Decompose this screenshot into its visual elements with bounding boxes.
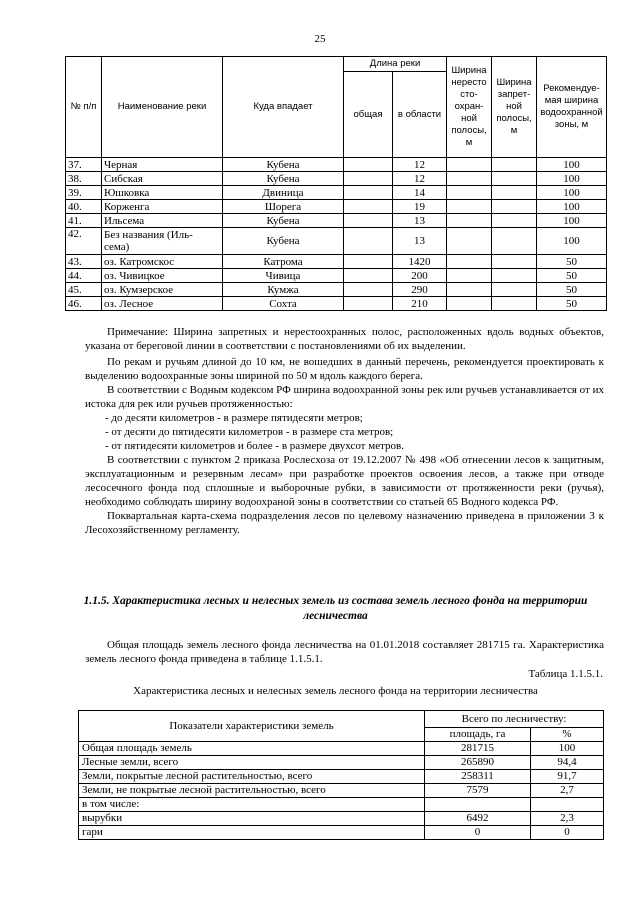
header-length-region: в области bbox=[393, 72, 447, 158]
cell-area: 6492 bbox=[425, 812, 531, 826]
cell-region: 1420 bbox=[393, 255, 447, 269]
cell-flows-into: Кумжа bbox=[223, 283, 344, 297]
cell-pct: 0 bbox=[531, 826, 604, 840]
table-caption: Характеристика лесных и нелесных земель лесного фонда на территории лесничества bbox=[133, 685, 538, 697]
cell-total bbox=[344, 200, 393, 214]
section-intro bbox=[85, 638, 604, 666]
cell-name: оз. Кумзерское bbox=[102, 283, 223, 297]
table-row bbox=[66, 269, 607, 283]
cell-recommended: 100 bbox=[537, 228, 607, 255]
cell-non-logging bbox=[447, 158, 492, 172]
cell-area: 281715 bbox=[425, 742, 531, 756]
cell-recommended: 50 bbox=[537, 255, 607, 269]
table-row bbox=[66, 158, 607, 172]
table-row bbox=[79, 798, 604, 812]
table-row bbox=[79, 812, 604, 826]
cell-label: вырубки bbox=[79, 812, 425, 826]
cell-non-logging bbox=[447, 200, 492, 214]
cell-total bbox=[344, 214, 393, 228]
cell-flows-into: Шорега bbox=[223, 200, 344, 214]
cell-non-logging bbox=[447, 255, 492, 269]
cell-recommended: 50 bbox=[537, 269, 607, 283]
cell-recommended: 100 bbox=[537, 172, 607, 186]
cell-pct: 2,7 bbox=[531, 784, 604, 798]
cell-num: 41. bbox=[66, 214, 102, 228]
header-pct: % bbox=[531, 728, 604, 742]
cell-total bbox=[344, 283, 393, 297]
paragraph: В соответствии с пунктом 2 приказа Рослесхоза от 19.12.2007 № 498 «Об отнесении лесов к защитным, эксплуатационным и резервным лесам» при разработке проектов освоения лесов, а также при отводе лесосечного фонда под сплошные и выборочные рубки, в зависимости от протяженности реки (ручья), необходимо соблюдать ширину водоохраной зоны в соответствии со статьей 65 Водного кодекса РФ. bbox=[85, 454, 604, 508]
cell-area: 0 bbox=[425, 826, 531, 840]
cell-num: 44. bbox=[66, 269, 102, 283]
cell-region: 12 bbox=[393, 158, 447, 172]
cell-pct: 94,4 bbox=[531, 756, 604, 770]
cell-total bbox=[344, 228, 393, 255]
cell-num: 39. bbox=[66, 186, 102, 200]
cell-area: 265890 bbox=[425, 756, 531, 770]
cell-name: Черная bbox=[102, 158, 223, 172]
table-row bbox=[66, 214, 607, 228]
header-width-non-logging: Ширина нересто сто- охран- ной полосы, м bbox=[447, 57, 492, 158]
cell-num: 38. bbox=[66, 172, 102, 186]
table-row bbox=[66, 283, 607, 297]
paragraph: Общая площадь земель лесного фонда лесничества на 01.01.2018 составляет 281715 га. Характеристика земель лесного фонда приведена в таблице 1.1.5.1. bbox=[85, 639, 604, 665]
header-width-forbidden: Ширина запрет- ной полосы, м bbox=[492, 57, 537, 158]
list-item: - от десяти до пятидесяти километров - в размере ста метров; bbox=[105, 426, 394, 438]
cell-region: 14 bbox=[393, 186, 447, 200]
cell-num: 37. bbox=[66, 158, 102, 172]
cell-non-logging bbox=[447, 214, 492, 228]
cell-num: 46. bbox=[66, 297, 102, 311]
cell-flows-into: Кубена bbox=[223, 158, 344, 172]
cell-name: оз. Лесное bbox=[102, 297, 223, 311]
cell-label: Земли, не покрытые лесной растительностью, всего bbox=[79, 784, 425, 798]
table-row bbox=[79, 770, 604, 784]
paragraph: В соответствии с Водным кодексом РФ ширина водоохранной зоны рек или ручьев устанавливается от их истока для рек или ручьев протяженностью: bbox=[85, 384, 604, 410]
cell-region: 13 bbox=[393, 214, 447, 228]
cell-total bbox=[344, 255, 393, 269]
table-row bbox=[79, 756, 604, 770]
cell-name: Сибская bbox=[102, 172, 223, 186]
cell-name: Без названия (Иль- сема) bbox=[102, 228, 223, 255]
cell-pct: 2,3 bbox=[531, 812, 604, 826]
header-recommended-width: Рекомендуе- мая ширина водоохранной зоны, м bbox=[537, 57, 607, 158]
cell-total bbox=[344, 186, 393, 200]
cell-region: 12 bbox=[393, 172, 447, 186]
cell-num: 45. bbox=[66, 283, 102, 297]
cell-label: в том числе: bbox=[79, 798, 425, 812]
cell-non-logging bbox=[447, 283, 492, 297]
cell-recommended: 100 bbox=[537, 214, 607, 228]
cell-label: Земли, покрытые лесной растительностью, всего bbox=[79, 770, 425, 784]
cell-region: 290 bbox=[393, 283, 447, 297]
body-text bbox=[85, 325, 604, 537]
cell-recommended: 100 bbox=[537, 186, 607, 200]
header-flows-into: Куда впадает bbox=[223, 57, 344, 158]
lands-table bbox=[78, 710, 604, 840]
table-row bbox=[66, 186, 607, 200]
note-paragraph: Примечание: Ширина запретных и нерестоохранных полос, расположенных вдоль водных объектов, указана от береговой линии в соответствии с постановлениями об их выделении. bbox=[85, 326, 604, 352]
paragraph: Поквартальная карта-схема подразделения лесов по целевому назначению приведена в приложении 3 к Лесохозяйственному регламенту. bbox=[85, 510, 604, 536]
table-row bbox=[79, 784, 604, 798]
cell-forbidden bbox=[492, 200, 537, 214]
table-number: Таблица 1.1.5.1. bbox=[528, 668, 603, 680]
header-total: Всего по лесничеству: bbox=[425, 711, 604, 728]
cell-pct: 100 bbox=[531, 742, 604, 756]
cell-name: Ильсема bbox=[102, 214, 223, 228]
cell-total bbox=[344, 297, 393, 311]
cell-forbidden bbox=[492, 172, 537, 186]
cell-num: 42. bbox=[66, 228, 102, 255]
cell-flows-into: Катрома bbox=[223, 255, 344, 269]
page-number: 25 bbox=[314, 33, 326, 45]
table-row bbox=[66, 297, 607, 311]
rivers-table bbox=[65, 56, 607, 311]
cell-name: оз. Чивицкое bbox=[102, 269, 223, 283]
list-item: - до десяти километров - в размере пятидесяти метров; bbox=[105, 412, 363, 424]
cell-non-logging bbox=[447, 228, 492, 255]
cell-forbidden bbox=[492, 269, 537, 283]
cell-area: 7579 bbox=[425, 784, 531, 798]
cell-recommended: 50 bbox=[537, 297, 607, 311]
table-row bbox=[79, 826, 604, 840]
cell-forbidden bbox=[492, 297, 537, 311]
list-item: - от пятидесяти километров и более - в размере двухсот метров. bbox=[105, 440, 404, 452]
cell-num: 40. bbox=[66, 200, 102, 214]
header-river-name: Наименование реки bbox=[102, 57, 223, 158]
cell-recommended: 50 bbox=[537, 283, 607, 297]
cell-non-logging bbox=[447, 297, 492, 311]
table-row bbox=[66, 200, 607, 214]
cell-flows-into: Двиница bbox=[223, 186, 344, 200]
table-row bbox=[66, 255, 607, 269]
cell-num: 43. bbox=[66, 255, 102, 269]
cell-pct bbox=[531, 798, 604, 812]
cell-total bbox=[344, 269, 393, 283]
section-title: 1.1.5. Характеристика лесных и нелесных земель из состава земель лесного фонда на территории лесничества bbox=[83, 595, 588, 622]
cell-name: Юшковка bbox=[102, 186, 223, 200]
cell-forbidden bbox=[492, 186, 537, 200]
cell-non-logging bbox=[447, 172, 492, 186]
table-row bbox=[66, 228, 607, 255]
cell-label: Лесные земли, всего bbox=[79, 756, 425, 770]
cell-forbidden bbox=[492, 228, 537, 255]
cell-flows-into: Сохта bbox=[223, 297, 344, 311]
cell-area bbox=[425, 798, 531, 812]
cell-total bbox=[344, 158, 393, 172]
header-indicator: Показатели характеристики земель bbox=[79, 711, 425, 742]
cell-forbidden bbox=[492, 255, 537, 269]
cell-total bbox=[344, 172, 393, 186]
cell-region: 19 bbox=[393, 200, 447, 214]
cell-label: Общая площадь земель bbox=[79, 742, 425, 756]
cell-forbidden bbox=[492, 158, 537, 172]
cell-label: гари bbox=[79, 826, 425, 840]
cell-pct: 91,7 bbox=[531, 770, 604, 784]
cell-forbidden bbox=[492, 214, 537, 228]
cell-flows-into: Чивица bbox=[223, 269, 344, 283]
cell-flows-into: Кубена bbox=[223, 228, 344, 255]
cell-area: 258311 bbox=[425, 770, 531, 784]
cell-non-logging bbox=[447, 186, 492, 200]
paragraph: По рекам и ручьям длиной до 10 км, не вошедших в данный перечень, рекомендуется проектировать к выделению водоохранные зоны шириной по 50 м вдоль каждого берега. bbox=[85, 356, 604, 382]
cell-flows-into: Кубена bbox=[223, 172, 344, 186]
table-row bbox=[66, 172, 607, 186]
table-row bbox=[79, 742, 604, 756]
header-area: площадь, га bbox=[425, 728, 531, 742]
cell-recommended: 100 bbox=[537, 158, 607, 172]
cell-region: 200 bbox=[393, 269, 447, 283]
header-length: Длина реки bbox=[344, 57, 447, 72]
cell-name: Корженга bbox=[102, 200, 223, 214]
cell-flows-into: Кубена bbox=[223, 214, 344, 228]
cell-recommended: 100 bbox=[537, 200, 607, 214]
header-num: № п/п bbox=[66, 57, 102, 158]
header-length-total: общая bbox=[344, 72, 393, 158]
cell-non-logging bbox=[447, 269, 492, 283]
cell-region: 13 bbox=[393, 228, 447, 255]
cell-name: оз. Катромскос bbox=[102, 255, 223, 269]
cell-forbidden bbox=[492, 283, 537, 297]
cell-region: 210 bbox=[393, 297, 447, 311]
